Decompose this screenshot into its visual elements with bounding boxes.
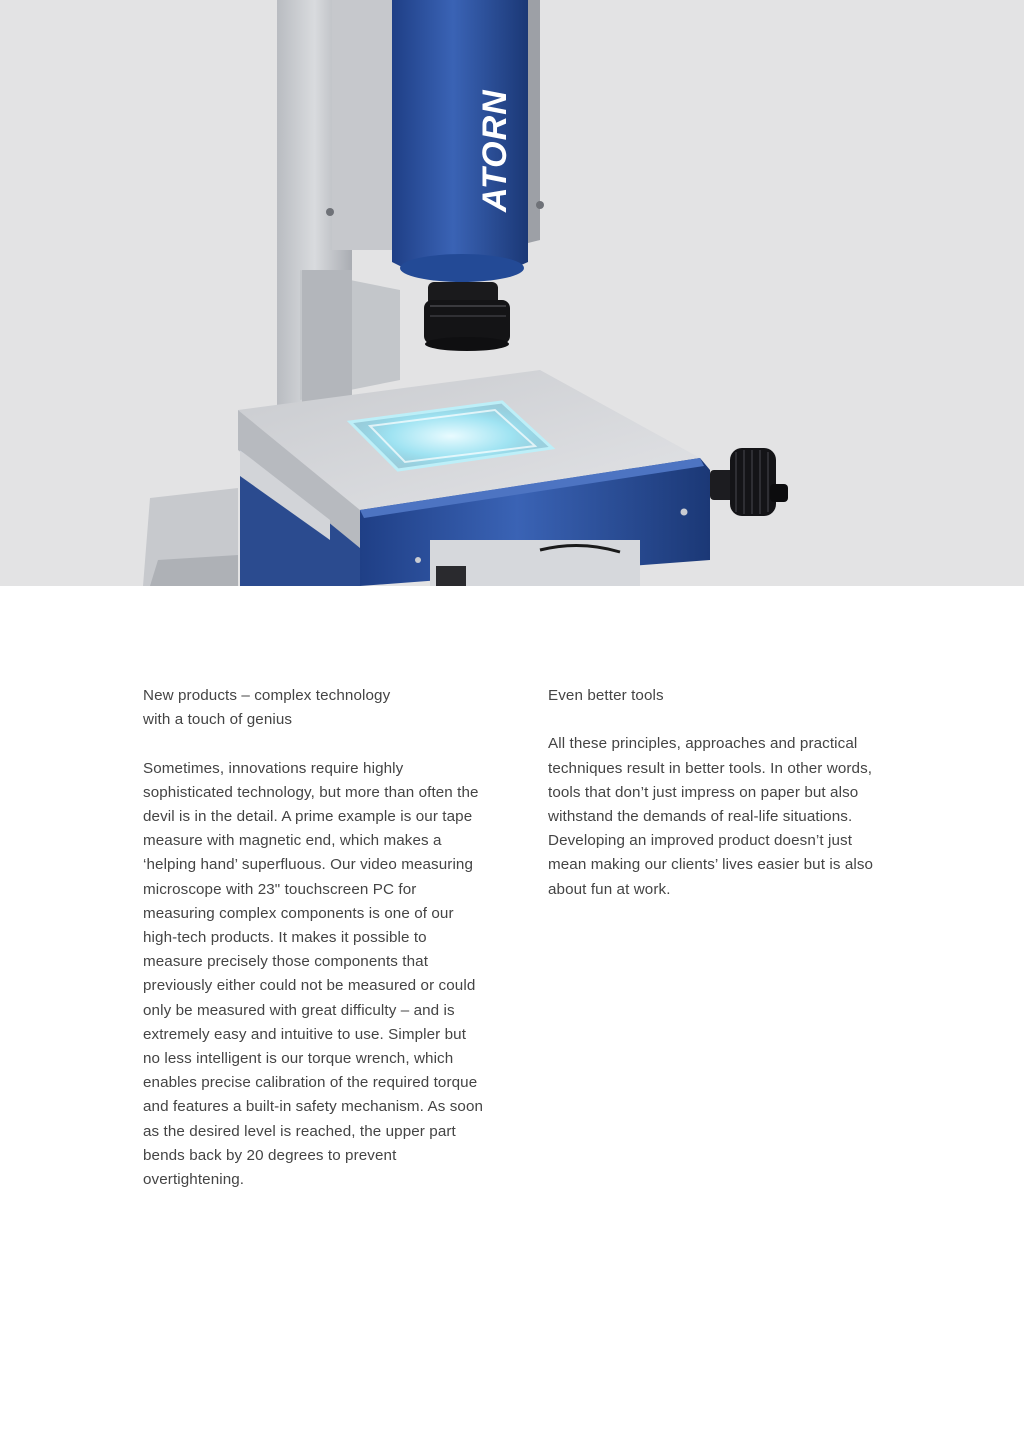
microscope-illustration <box>0 0 1024 586</box>
product-photo-video-measuring-microscope <box>0 0 1024 586</box>
right-column <box>548 684 904 902</box>
brand-logo: ATORN <box>476 89 514 212</box>
right-body-text: All these principles, approaches and practical techniques result in better tools. In other words, tools that don’t just impress on paper but also withstand the demands of real-life situations. Developing an improved product doesn’t just mean making our clients’ lives easier but is also about fun at work. <box>548 735 874 898</box>
right-heading: Even better tools <box>548 687 664 704</box>
left-column <box>143 684 515 1192</box>
left-heading: New products – complex technology with a touch of genius <box>143 687 391 729</box>
left-body-text: Sometimes, innovations require highly sophisticated technology, but more than often the devil is in the detail. A prime example is our tape measure with magnetic end, which makes a ‘helping hand’ superfluous. Our video measuring microscope with 23" touchscreen PC for measuring complex components is one of our high-tech products. It makes it possible to measure precisely those components that previously either could not be measured or could only be measured with great difficulty – and is extremely easy and intuitive to use. Simpler but no less intelligent is our torque wrench, which enables precise calibration of the required torque and features a built-in safety mechanism. As soon as the desired level is reached, the upper part bends back by 20 degrees to prevent overtightening. <box>143 759 484 1189</box>
